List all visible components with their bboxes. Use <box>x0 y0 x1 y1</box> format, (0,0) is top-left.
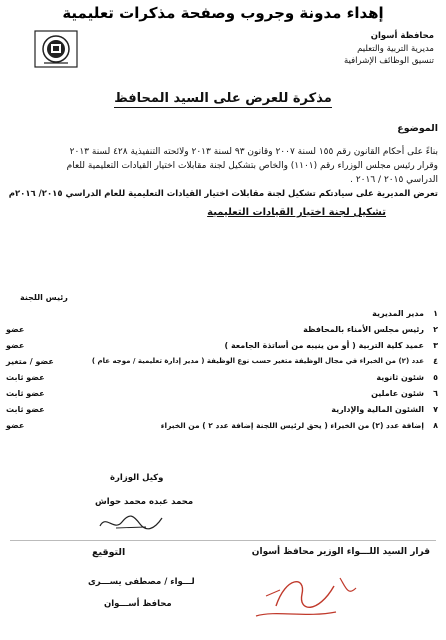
member-row <box>6 357 438 369</box>
memo-title-text: مذكرة للعرض على السيد المحافظ <box>114 91 332 106</box>
member-role: عضو ثابت <box>6 373 45 382</box>
member-number: ٤ <box>433 357 438 366</box>
member-number: ٨ <box>433 421 438 430</box>
body-line-3: الدراسي ٢٠١٥ / ٢٠١٦ . <box>350 175 438 185</box>
banner-bar <box>0 0 446 26</box>
member-role: عضو <box>6 325 25 334</box>
member-description: رئيس مجلس الأمناء بالمحافظة <box>303 325 424 334</box>
member-description: عميد كلية التربية ( أو من ينيبه من أساتذة الجامعة ) <box>224 341 424 350</box>
member-description: شئون عاملين <box>371 389 424 398</box>
member-row <box>6 389 438 401</box>
header-governorate: محافظة أسوان <box>370 31 434 41</box>
ministry-logo-icon <box>34 30 78 68</box>
member-description: شئون ثانوية <box>376 373 424 382</box>
banner-text: إهداء مدونة وجروب وصفحة مذكرات تعليمية <box>62 4 384 22</box>
member-row <box>6 373 438 385</box>
governor-title: محافظ أســـوان <box>104 599 172 609</box>
member-row <box>6 325 438 337</box>
header-department: تنسيق الوظائف الإشرافية <box>343 56 434 66</box>
request-line: تعرض المديرية على سيادتكم تشكيل لجنة مقابلات اختيار القيادات التعليمية للعام الدراسي ٢٠١٥/ ٢٠١٦م <box>8 189 438 199</box>
undersecretary-signature-icon <box>96 510 166 534</box>
memo-title <box>0 92 446 106</box>
committee-head-label: رئيس اللجنة <box>20 293 68 302</box>
member-row <box>6 341 438 353</box>
header-directorate: مديرية التربية والتعليم <box>357 44 434 54</box>
member-role: عضو / متغير <box>6 357 54 366</box>
member-role: عضو <box>6 341 25 350</box>
member-row <box>6 405 438 417</box>
member-role: عضو ثابت <box>6 389 45 398</box>
undersecretary-name: محمد عبده محمد حواش <box>95 497 194 507</box>
subject-label: الموضوع <box>397 123 438 134</box>
member-number: ٦ <box>433 389 438 398</box>
member-number: ٧ <box>433 405 438 414</box>
member-description: عدد (٢) من الخبراء في مجال الوظيفة متغير حسب نوع الوظيفة ( مدير إدارة تعليمية / موجه عام ) <box>91 357 424 365</box>
approval-scribble-icon <box>236 566 366 626</box>
member-description: إضافة عدد (٢) من الخبراء ( يحق لرئيس اللجنة إضافة عدد ٢ ) من الخبراء <box>160 421 424 430</box>
signature-label: التوقيع <box>92 547 126 558</box>
member-description: الشئون المالية والإدارية <box>331 405 424 414</box>
member-description: مدير المديرية <box>372 309 424 318</box>
governor-name: لـــواء / مصطفى يســـرى <box>88 577 195 587</box>
member-role: عضو <box>6 421 25 430</box>
body-line-1: بناءً على أحكام القانون رقم ١٥٥ لسنة ٢٠٠٧ وقانون ٩٣ لسنة ٢٠١٣ ولائحته التنفيذية ٤٢٨ لسنة ٢٠١٣ <box>69 147 438 157</box>
committee-heading: تشكيل لجنة اختيار القيادات التعليمية <box>207 207 386 218</box>
member-number: ٢ <box>433 325 438 334</box>
signature-divider <box>10 540 436 541</box>
body-line-2: وقرار رئيس مجلس الوزراء رقم (١١٠١) والخاص بتشكيل لجنة مقابلات اختيار القيادات التعليمية للعام <box>66 161 438 171</box>
member-row <box>6 309 438 321</box>
undersecretary-title: وكيل الوزارة <box>110 473 164 483</box>
member-role: عضو ثابت <box>6 405 45 414</box>
member-number: ٥ <box>433 373 438 382</box>
member-number: ٣ <box>433 341 438 350</box>
decision-line: قرار السيد اللـــواء الوزير محافظ أسوان <box>251 547 430 557</box>
member-number: ١ <box>433 309 438 318</box>
member-row <box>6 421 438 433</box>
